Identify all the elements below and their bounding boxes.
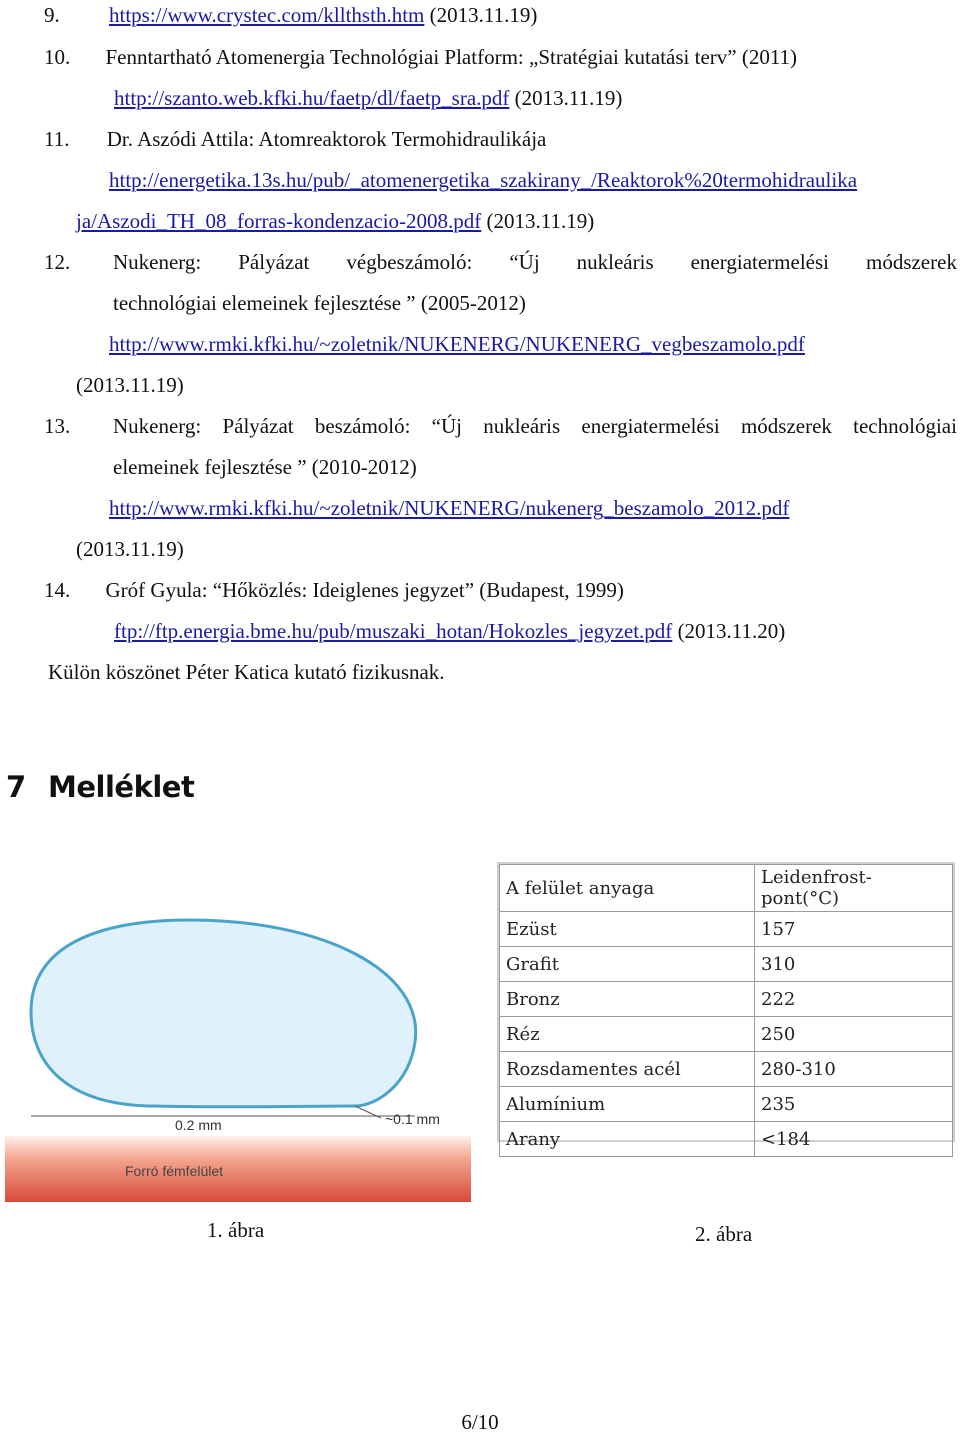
ref-date: (2013.11.19): [514, 86, 623, 110]
ref-number: 10.: [44, 45, 71, 69]
ref-13-text-line: [113, 413, 957, 439]
ref-number: 9.: [44, 3, 60, 27]
table-row: [500, 947, 953, 982]
ref-word: Nukenerg:: [113, 414, 202, 438]
table-row: [500, 1087, 953, 1122]
ref-12-text-line-2: technológiai elemeinek fejlesztése ” (2005-2012): [113, 291, 526, 315]
droplet-illustration: [5, 862, 471, 1202]
ref-link[interactable]: ftp://ftp.energia.bme.hu/pub/muszaki_hotan/Hokozles_jegyzet.pdf: [114, 619, 673, 643]
table-row: [500, 1017, 953, 1052]
ref-word: beszámoló:: [314, 414, 411, 438]
ref-word: módszerek: [740, 414, 832, 438]
page-number: 6/10: [461, 1410, 499, 1434]
ref-date: (2013.11.19): [429, 3, 538, 27]
ref-word: Pályázat: [222, 414, 294, 438]
ref-14-link-line: [114, 618, 785, 644]
table-cell: 310: [755, 947, 953, 982]
ref-word: “Új: [431, 414, 462, 438]
ref-text: Dr. Aszódi Attila: Atomreaktorok Termohidraulikája: [106, 127, 547, 151]
hot-surface: [5, 1136, 471, 1202]
ref-link[interactable]: http://energetika.13s.hu/pub/_atomenergetika_szakirany_/Reaktorok%20termohidraulika: [109, 168, 858, 192]
figure-1-caption: 1. ábra: [207, 1218, 265, 1242]
section-title: Melléklet: [48, 770, 195, 804]
table-cell: 250: [755, 1017, 953, 1052]
ref-link[interactable]: http://www.rmki.kfki.hu/~zoletnik/NUKENERG/nukenerg_beszamolo_2012.pdf: [109, 496, 790, 520]
surface-label: Forró fémfelület: [125, 1163, 224, 1179]
table-header-cell: A felület anyaga: [500, 865, 755, 912]
ref-10: [44, 44, 797, 70]
ref-word: végbeszámoló:: [346, 250, 473, 274]
table-cell: Alumínium: [500, 1087, 755, 1122]
ref-link-continued[interactable]: ja/Aszodi_TH_08_forras-kondenzacio-2008.pdf: [76, 209, 482, 233]
ref-number: 11.: [44, 127, 70, 151]
acknowledgement: Külön köszönet Péter Katica kutató fizikusnak.: [48, 660, 445, 684]
table-cell: Rozsdamentes acél: [500, 1052, 755, 1087]
ref-11: [44, 126, 546, 152]
table-cell: Bronz: [500, 982, 755, 1017]
table-cell: Ezüst: [500, 912, 755, 947]
width-label: 0.2 mm: [175, 1117, 222, 1133]
table-cell: Grafit: [500, 947, 755, 982]
gap-label: ~0.1 mm: [385, 1111, 440, 1127]
table-row: [500, 1122, 953, 1157]
ref-link[interactable]: https://www.crystec.com/kllthsth.htm: [109, 3, 425, 27]
ref-date: (2013.11.19): [486, 209, 595, 233]
figure-2-caption: 2. ábra: [695, 1222, 753, 1246]
ref-link[interactable]: http://szanto.web.kfki.hu/faetp/dl/faetp_sra.pdf: [114, 86, 510, 110]
ref-11-link-line-2: [76, 208, 594, 234]
section-number: 7: [6, 770, 26, 804]
ref-11-link-line: [109, 167, 857, 193]
ref-12-link-line: [109, 331, 805, 357]
ref-date: (2013.11.19): [76, 373, 184, 397]
ref-word: Nukenerg:: [113, 250, 202, 274]
ref-word: “Új: [509, 250, 540, 274]
ref-number: 14.: [44, 578, 71, 602]
table-cell: 222: [755, 982, 953, 1017]
ref-word: energiatermelési: [690, 250, 829, 274]
ref-12-text-line: [113, 249, 957, 275]
ref-13-number: 13.: [44, 414, 71, 438]
ref-10-link-line: [114, 85, 622, 111]
table-row: [500, 982, 953, 1017]
ref-word: technológiai: [853, 414, 957, 438]
ref-word: módszerek: [865, 250, 957, 274]
table-cell: Réz: [500, 1017, 755, 1052]
ref-9: [44, 2, 537, 28]
ref-word: nukleáris: [483, 414, 561, 438]
table-header-cell: Leidenfrost-pont(°C): [755, 865, 953, 912]
section-heading: [6, 770, 194, 804]
table-row: [500, 912, 953, 947]
ref-date: (2013.11.20): [677, 619, 786, 643]
table-cell: 235: [755, 1087, 953, 1122]
data-table: [499, 864, 953, 1157]
table-cell: 280-310: [755, 1052, 953, 1087]
ref-text: Gróf Gyula: “Hőközlés: Ideiglenes jegyzet” (Budapest, 1999): [105, 578, 624, 602]
ref-date: (2013.11.19): [76, 537, 184, 561]
droplet-shape: [31, 920, 416, 1107]
figure-1-droplet: [5, 862, 471, 1202]
ref-word: nukleáris: [576, 250, 654, 274]
table-row: [500, 1052, 953, 1087]
ref-word: energiatermelési: [581, 414, 720, 438]
ref-13-link-line: [109, 495, 789, 521]
ref-12-number: 12.: [44, 250, 71, 274]
table-header-row: [500, 865, 953, 912]
ref-14: [44, 577, 624, 603]
ref-13-text-line-2: elemeinek fejlesztése ” (2010-2012): [113, 455, 417, 479]
table-cell: Arany: [500, 1122, 755, 1157]
figure-2-leidenfrost-table: [497, 862, 955, 1150]
ref-link[interactable]: http://www.rmki.kfki.hu/~zoletnik/NUKENERG/NUKENERG_vegbeszamolo.pdf: [109, 332, 805, 356]
table-cell: <184: [755, 1122, 953, 1157]
ref-word: Pályázat: [238, 250, 310, 274]
table-cell: 157: [755, 912, 953, 947]
ref-text: Fenntartható Atomenergia Technológiai Platform: „Stratégiai kutatási terv” (2011): [105, 45, 798, 69]
